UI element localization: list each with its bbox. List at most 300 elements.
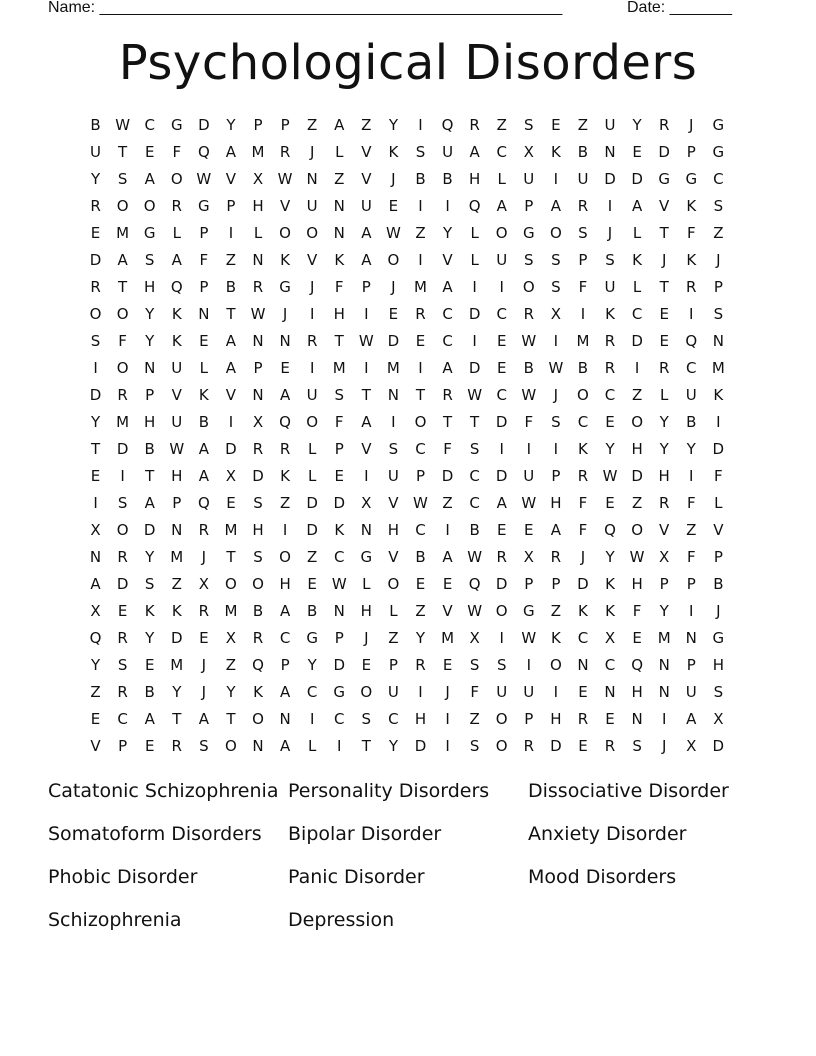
grid-letter: H (631, 683, 643, 701)
grid-letter: Q (252, 656, 264, 674)
grid-row (82, 491, 734, 518)
grid-letter: T (334, 332, 344, 350)
grid-letter: J (309, 278, 315, 296)
grid-letter: Y (90, 413, 101, 431)
grid-letter: V (307, 251, 318, 269)
letter-grid (82, 113, 734, 761)
grid-letter: I (228, 413, 234, 431)
grid-letter: C (577, 413, 589, 431)
grid-letter: E (659, 305, 669, 323)
grid-letter: I (364, 305, 369, 323)
grid-letter: Z (334, 170, 345, 188)
grid-letter: T (90, 440, 101, 458)
grid-letter: F (578, 521, 588, 539)
grid-letter: Y (145, 548, 155, 566)
grid-letter: P (551, 467, 561, 485)
grid-letter: S (117, 494, 128, 512)
grid-letter: C (469, 467, 480, 485)
grid-letter: N (306, 170, 318, 188)
grid-letter: W (115, 116, 131, 134)
grid-letter: V (225, 386, 237, 404)
grid-letter: H (550, 494, 562, 512)
grid-letter: D (116, 575, 129, 593)
grid-letter: N (604, 683, 616, 701)
grid-letter: I (93, 494, 98, 512)
grid-letter: E (361, 656, 372, 674)
grid-letter: Y (145, 332, 155, 350)
grid-letter: A (279, 386, 291, 404)
grid-letter: H (468, 170, 481, 188)
grid-letter: U (577, 170, 589, 188)
grid-letter: D (658, 143, 670, 161)
grid-letter: D (495, 467, 508, 485)
grid-letter: U (523, 467, 535, 485)
grid-letter: C (604, 386, 616, 404)
grid-letter: E (632, 629, 642, 647)
grid-letter: H (252, 197, 264, 215)
grid-row (82, 410, 734, 437)
grid-letter: A (496, 197, 507, 215)
grid-letter: S (415, 143, 426, 161)
grid-letter: I (526, 440, 531, 458)
grid-letter: Z (631, 386, 643, 404)
grid-letter: Z (713, 224, 724, 242)
grid-letter: K (144, 602, 155, 620)
grid-letter: Z (279, 494, 291, 512)
grid-letter: L (335, 143, 344, 161)
grid-row (82, 545, 734, 572)
grid-letter: N (333, 197, 345, 215)
grid-letter: O (279, 224, 291, 242)
grid-letter: D (577, 575, 589, 593)
grid-letter: O (549, 224, 562, 242)
grid-letter: P (524, 197, 534, 215)
grid-letter: R (577, 467, 589, 485)
grid-letter: E (90, 224, 101, 242)
grid-letter: S (524, 116, 534, 134)
grid-letter: C (442, 332, 453, 350)
grid-letter: O (495, 710, 508, 728)
grid-letter: G (712, 629, 725, 647)
grid-letter: P (199, 224, 209, 242)
grid-letter: M (170, 656, 184, 674)
grid-letter: I (634, 359, 640, 377)
grid-letter: K (334, 521, 345, 539)
grid-letter: J (716, 251, 721, 269)
grid-letter: A (334, 116, 345, 134)
grid-letter: O (252, 710, 264, 728)
grid-letter: L (497, 170, 506, 188)
grid-letter: P (388, 656, 398, 674)
grid-letter: A (279, 737, 291, 755)
grid-letter: I (499, 440, 504, 458)
grid-letter: J (716, 602, 721, 620)
grid-letter: H (171, 467, 183, 485)
grid-letter: E (605, 413, 615, 431)
grid-letter: M (441, 629, 455, 647)
grid-letter: L (199, 359, 209, 377)
grid-letter: W (385, 224, 401, 242)
name-date-header (48, 0, 768, 20)
date-field-label: Date: _______ (627, 0, 732, 16)
grid-row (82, 653, 734, 680)
grid-letter: P (713, 548, 723, 566)
grid-letter: O (116, 197, 129, 215)
grid-letter: B (225, 278, 237, 296)
grid-letter: M (711, 359, 725, 377)
grid-letter: J (309, 143, 315, 161)
grid-letter: U (496, 683, 508, 701)
grid-letter: N (360, 521, 372, 539)
grid-letter: Y (415, 629, 426, 647)
grid-letter: K (280, 251, 290, 269)
grid-letter: W (169, 440, 185, 458)
grid-letter: E (90, 467, 101, 485)
grid-letter: A (117, 251, 128, 269)
grid-letter: B (144, 440, 155, 458)
word-list-item: Somatoform Disorders (48, 823, 262, 845)
grid-letter: P (551, 575, 561, 593)
grid-letter: S (90, 332, 101, 350)
grid-letter: D (495, 575, 508, 593)
grid-letter: B (713, 575, 724, 593)
grid-letter: Z (307, 548, 318, 566)
grid-letter: D (468, 305, 481, 323)
grid-letter: O (116, 305, 129, 323)
grid-letter: E (307, 575, 317, 593)
grid-letter: Z (225, 251, 237, 269)
grid-letter: P (524, 575, 534, 593)
grid-letter: F (524, 413, 534, 431)
grid-letter: B (442, 170, 453, 188)
grid-letter: I (337, 737, 342, 755)
grid-letter: B (577, 143, 589, 161)
grid-letter: W (413, 494, 428, 512)
grid-letter: D (387, 332, 400, 350)
grid-letter: M (332, 359, 346, 377)
grid-letter: Y (307, 656, 317, 674)
grid-letter: N (604, 143, 616, 161)
grid-letter: G (522, 224, 535, 242)
grid-letter: G (658, 170, 670, 188)
word-list-item: Depression (288, 909, 395, 931)
grid-letter: Z (496, 116, 507, 134)
grid-letter: J (661, 251, 667, 269)
grid-letter: W (250, 305, 266, 323)
grid-letter: R (252, 440, 264, 458)
grid-letter: U (360, 197, 372, 215)
grid-letter: W (196, 170, 212, 188)
grid-letter: N (198, 305, 210, 323)
grid-letter: U (523, 170, 535, 188)
grid-letter: N (252, 386, 264, 404)
grid-letter: A (198, 467, 209, 485)
grid-letter: E (496, 521, 507, 539)
grid-letter: M (116, 224, 130, 242)
grid-letter: H (144, 413, 156, 431)
grid-letter: D (712, 440, 725, 458)
grid-letter: D (414, 737, 427, 755)
grid-letter: J (364, 629, 369, 647)
grid-letter: B (90, 116, 101, 134)
grid-row (82, 329, 734, 356)
grid-letter: P (659, 575, 669, 593)
grid-letter: S (632, 737, 642, 755)
grid-letter: K (578, 602, 588, 620)
grid-letter: U (604, 278, 616, 296)
grid-letter: Y (145, 305, 155, 323)
grid-letter: U (90, 143, 102, 161)
grid-letter: N (658, 683, 670, 701)
grid-letter: S (144, 251, 155, 269)
grid-letter: C (334, 548, 345, 566)
grid-letter: V (225, 170, 237, 188)
grid-letter: K (334, 251, 345, 269)
grid-letter: P (253, 359, 263, 377)
grid-letter: K (550, 143, 561, 161)
grid-letter: O (495, 737, 508, 755)
grid-letter: R (658, 494, 670, 512)
grid-letter: Z (686, 521, 697, 539)
grid-letter: Q (631, 656, 643, 674)
grid-letter: A (225, 143, 237, 161)
grid-letter: Z (307, 116, 318, 134)
grid-letter: R (442, 386, 453, 404)
grid-letter: I (445, 197, 450, 215)
grid-letter: Z (171, 575, 182, 593)
grid-letter: O (549, 656, 562, 674)
grid-letter: N (171, 521, 183, 539)
grid-letter: K (686, 197, 697, 215)
grid-letter: I (689, 602, 694, 620)
grid-letter: O (631, 521, 643, 539)
grid-letter: R (171, 737, 182, 755)
grid-letter: E (442, 575, 453, 593)
grid-letter: E (388, 197, 399, 215)
grid-row (82, 464, 734, 491)
grid-letter: X (252, 170, 264, 188)
grid-letter: E (551, 116, 561, 134)
grid-letter: C (496, 143, 507, 161)
grid-letter: H (360, 602, 372, 620)
grid-letter: S (551, 251, 561, 269)
grid-letter: I (689, 305, 694, 323)
grid-letter: J (201, 683, 207, 701)
grid-letter: P (280, 116, 290, 134)
grid-letter: T (659, 224, 669, 242)
grid-letter: B (198, 413, 209, 431)
grid-letter: C (631, 305, 643, 323)
grid-letter: O (170, 170, 183, 188)
grid-letter: R (523, 305, 534, 323)
page-title: Psychological Disorders (118, 35, 698, 91)
grid-letter: I (580, 305, 586, 323)
grid-letter: V (361, 170, 372, 188)
grid-letter: L (307, 440, 317, 458)
grid-letter: D (712, 737, 725, 755)
grid-letter: Y (442, 224, 453, 242)
grid-letter: I (282, 521, 288, 539)
grid-letter: X (90, 521, 101, 539)
grid-letter: T (361, 737, 371, 755)
word-list-row (48, 776, 768, 819)
grid-letter: Z (90, 683, 101, 701)
grid-letter: R (117, 683, 128, 701)
grid-letter: D (306, 494, 318, 512)
grid-letter: I (553, 683, 559, 701)
grid-letter: Y (90, 656, 101, 674)
grid-letter: X (361, 494, 372, 512)
grid-letter: Y (659, 413, 669, 431)
grid-letter: T (118, 278, 128, 296)
grid-letter: S (551, 413, 561, 431)
grid-row (82, 437, 734, 464)
grid-letter: P (280, 656, 290, 674)
grid-letter: I (499, 278, 504, 296)
grid-letter: J (553, 386, 559, 404)
grid-letter: B (252, 602, 264, 620)
grid-letter: F (686, 224, 696, 242)
grid-letter: H (144, 278, 156, 296)
grid-letter: L (714, 494, 723, 512)
grid-row (82, 302, 734, 329)
grid-letter: F (172, 143, 182, 161)
grid-letter: R (90, 197, 101, 215)
grid-letter: I (716, 413, 721, 431)
grid-letter: W (602, 467, 618, 485)
grid-letter: D (604, 170, 616, 188)
word-list-item: Mood Disorders (528, 866, 677, 888)
grid-letter: K (686, 251, 697, 269)
grid-letter: O (225, 575, 237, 593)
grid-letter: T (118, 143, 128, 161)
grid-letter: A (90, 575, 101, 593)
grid-letter: R (90, 278, 101, 296)
grid-letter: Y (686, 440, 696, 458)
grid-letter: U (171, 413, 183, 431)
grid-letter: G (333, 683, 346, 701)
grid-letter: E (496, 359, 507, 377)
grid-letter: R (252, 629, 264, 647)
grid-letter: E (280, 359, 290, 377)
grid-letter: I (445, 710, 450, 728)
grid-letter: A (171, 251, 182, 269)
grid-letter: A (198, 710, 209, 728)
grid-letter: E (442, 656, 453, 674)
grid-letter: E (90, 710, 101, 728)
word-list-row (48, 862, 768, 905)
word-list-row (48, 905, 768, 948)
grid-letter: E (605, 494, 615, 512)
grid-letter: E (117, 602, 128, 620)
grid-letter: K (388, 143, 399, 161)
grid-letter: F (578, 278, 588, 296)
grid-row (82, 248, 734, 275)
grid-letter: C (496, 386, 507, 404)
grid-letter: S (388, 440, 399, 458)
grid-letter: G (712, 143, 725, 161)
grid-letter: L (172, 224, 181, 242)
grid-letter: N (89, 548, 102, 566)
grid-letter: A (361, 224, 372, 242)
name-field-label: Name: ____________________________________________________ (48, 0, 563, 16)
grid-letter: V (388, 548, 399, 566)
grid-letter: P (524, 710, 534, 728)
grid-letter: B (144, 683, 155, 701)
grid-letter: N (658, 656, 670, 674)
grid-letter: F (470, 683, 479, 701)
grid-letter: R (279, 440, 291, 458)
grid-letter: R (523, 737, 534, 755)
grid-letter: I (309, 359, 315, 377)
grid-letter: H (279, 575, 291, 593)
grid-letter: L (307, 467, 317, 485)
grid-letter: S (469, 440, 480, 458)
grid-letter: S (334, 386, 344, 404)
grid-letter: O (252, 575, 264, 593)
grid-letter: R (469, 116, 480, 134)
grid-letter: D (170, 629, 183, 647)
grid-letter: J (607, 224, 613, 242)
grid-row (82, 572, 734, 599)
grid-letter: U (306, 197, 318, 215)
grid-letter: D (198, 116, 210, 134)
grid-letter: W (521, 629, 537, 647)
grid-letter: V (361, 440, 372, 458)
grid-letter: P (686, 656, 696, 674)
grid-letter: R (496, 548, 507, 566)
grid-letter: N (252, 737, 264, 755)
grid-letter: C (442, 305, 453, 323)
grid-letter: W (358, 332, 374, 350)
grid-letter: D (631, 332, 643, 350)
grid-letter: E (334, 467, 344, 485)
grid-letter: M (116, 413, 130, 431)
grid-letter: Y (226, 683, 236, 701)
grid-letter: C (686, 359, 697, 377)
grid-letter: P (334, 629, 344, 647)
grid-letter: P (145, 386, 155, 404)
grid-letter: X (550, 305, 561, 323)
grid-letter: R (658, 359, 670, 377)
grid-letter: C (279, 629, 291, 647)
grid-letter: M (224, 521, 238, 539)
grid-letter: A (496, 494, 507, 512)
grid-letter: I (553, 440, 559, 458)
word-list (48, 776, 768, 948)
grid-letter: R (415, 305, 426, 323)
grid-letter: O (495, 224, 508, 242)
grid-letter: I (553, 170, 559, 188)
word-list-item: Phobic Disorder (48, 866, 198, 888)
grid-letter: P (686, 575, 696, 593)
grid-letter: A (144, 710, 155, 728)
grid-letter: J (201, 656, 207, 674)
grid-letter: C (306, 683, 318, 701)
word-list-item: Bipolar Disorder (288, 823, 442, 845)
grid-letter: K (171, 332, 182, 350)
grid-letter: E (659, 332, 669, 350)
grid-letter: R (604, 359, 616, 377)
grid-letter: Z (469, 710, 480, 728)
grid-letter: G (522, 602, 535, 620)
grid-letter: P (172, 494, 182, 512)
grid-letter: W (548, 359, 564, 377)
grid-letter: Q (279, 413, 291, 431)
grid-letter: I (553, 332, 559, 350)
grid-letter: K (605, 575, 615, 593)
grid-letter: Y (659, 440, 669, 458)
